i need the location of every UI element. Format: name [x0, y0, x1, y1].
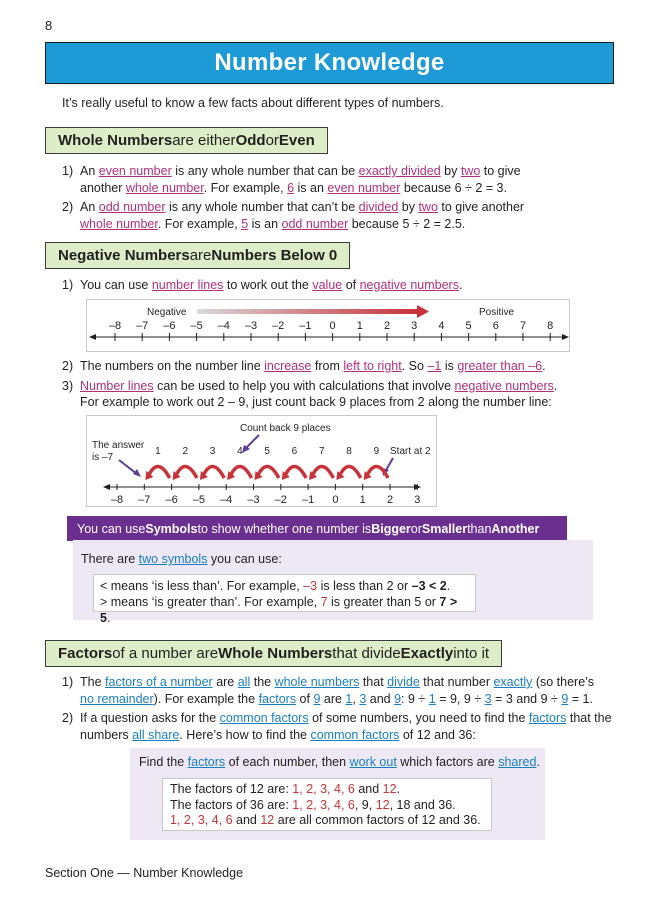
count-back-diagram	[87, 416, 438, 508]
left-arrow-icon	[103, 484, 110, 490]
tick-label: 2	[386, 494, 394, 506]
number-line-figure	[86, 299, 570, 352]
intro-text: It’s really useful to know a few facts about different types of numbers.	[62, 96, 444, 110]
list-item: 1) An even number is any whole number that can be exactly divided by two to give another whole number. For example, 6 is an even number because 6 ÷ 2 = 3.	[62, 164, 521, 195]
hop-count-label: 1	[155, 446, 161, 457]
left-arrow-icon	[89, 334, 96, 340]
section-heading-negative-numbers: Negative Numbers are Numbers Below 0	[45, 242, 350, 269]
page-title: Number Knowledge	[45, 42, 614, 84]
section-heading-odd-even: Whole Numbers are either Odd or Even	[45, 127, 328, 154]
tick-label: 0	[329, 320, 336, 332]
tick-label: –5	[190, 320, 203, 332]
symbols-header: You can use Symbols to show whether one number is Bigger or Smaller than Another	[67, 516, 567, 541]
tick-label: –2	[272, 320, 285, 332]
tick-label: –3	[244, 320, 258, 332]
tick-label: –8	[110, 494, 124, 506]
list-item: 3) Number lines can be used to help you with calculations that involve negative numbers. For example to work out 2 – 9, just count back 9 places from 2 along the number line:	[62, 378, 558, 409]
footer: Section One — Number Knowledge	[45, 866, 244, 880]
increase-arrow-head	[417, 305, 429, 318]
section-heading-factors: Factors of a number are Whole Numbers that divide Exactly into it	[45, 640, 502, 667]
hop-count-label: 6	[291, 446, 298, 457]
symbols-lead: There are two symbols you can use:	[81, 552, 282, 566]
answer-label-line1: The answer	[92, 440, 145, 451]
right-arrow-icon	[562, 334, 569, 340]
page-number: 8	[45, 18, 53, 33]
tick-label: –4	[217, 320, 230, 332]
tick-label: 1	[356, 320, 363, 332]
tick-label: –7	[138, 494, 151, 506]
negative-label: Negative	[147, 307, 187, 318]
count-back-figure	[86, 415, 437, 507]
factors-list	[62, 674, 618, 746]
hop-count-label: 8	[346, 446, 352, 457]
number-line	[87, 300, 571, 353]
increase-arrow-shaft	[197, 309, 417, 314]
count-back-pointer	[245, 435, 259, 449]
list-item: 1) You can use number lines to work out the value of negative numbers.	[62, 278, 463, 292]
positive-label: Positive	[479, 307, 515, 318]
tick-label: 1	[359, 494, 366, 506]
count-back-label: Count back 9 places	[240, 423, 331, 434]
common-factors-panel	[130, 748, 545, 840]
factors-lead: Find the factors of each number, then work out which factors are shared.	[139, 755, 540, 769]
hop-count-label: 3	[209, 446, 216, 457]
tick-label: –1	[299, 320, 312, 332]
tick-label: 0	[332, 494, 339, 506]
tick-label: –2	[274, 494, 287, 506]
hop-count-label: 7	[318, 446, 325, 457]
list-item: 1) The factors of a number are all the whole numbers that divide that number exactly (so there’s no remainder). For example the factors of 9 are 1, 3 and 9: 9 ÷ 1 = 9, 9 ÷ 3 = 3 and 9 ÷ 9 = 1.	[62, 675, 594, 706]
hop-count-label: 5	[264, 446, 270, 457]
tick-label: 4	[438, 320, 445, 332]
tick-label: 7	[519, 320, 527, 332]
list-item: 2) The numbers on the number line increase from left to right. So –1 is greater than –6.	[62, 359, 546, 373]
list-item: 2) If a question asks for the common factors of some numbers, you need to find the factors that the numbers all share. Here’s how to find the common factors of 12 and 36:	[62, 711, 612, 742]
negative-list-b	[62, 358, 602, 414]
hop-count-label: 4	[237, 446, 243, 457]
hop-count-label: 2	[182, 446, 189, 457]
odd-even-list	[62, 163, 582, 235]
tick-label: 8	[547, 320, 554, 332]
list-item: 2) An odd number is any whole number that can’t be divided by two to give another whole number. For example, 5 is an odd number because 5 ÷ 2 = 2.5.	[62, 200, 525, 231]
tick-label: –6	[163, 320, 176, 332]
tick-label: –7	[136, 320, 149, 332]
factors-box: The factors of 12 are: 1, 2, 3, 4, 6 and 12. The factors of 36 are: 1, 2, 3, 4, 6, 9, 12, 18 and 36. 1, 2, 3, 4, 6 and 12 are all common factors of 12 and 36.	[162, 778, 492, 831]
tick-label: 2	[383, 320, 391, 332]
hop-count-label: 9	[373, 446, 380, 457]
tick-label: 3	[414, 494, 421, 506]
symbols-panel	[73, 540, 593, 625]
negative-list-a	[62, 277, 602, 297]
answer-label-line2: is –7	[92, 452, 114, 463]
tick-label: –4	[220, 494, 233, 506]
tick-label: –6	[165, 494, 178, 506]
tick-label: –1	[301, 494, 315, 506]
start-label: Start at 2	[390, 446, 431, 457]
tick-label: 6	[492, 320, 499, 332]
symbols-box: < means ‘is less than’. For example, –3 is less than 2 or –3 < 2. > means ‘is greater than’. For example, 7 is greater than 5 or 7 > 5.	[93, 574, 476, 612]
tick-label: –3	[247, 494, 260, 506]
answer-pointer	[119, 460, 137, 474]
tick-label: –5	[192, 494, 206, 506]
answer-pointer-head-icon	[133, 469, 141, 477]
tick-label: 5	[465, 320, 472, 332]
tick-label: 3	[411, 320, 418, 332]
tick-label: –8	[108, 320, 122, 332]
